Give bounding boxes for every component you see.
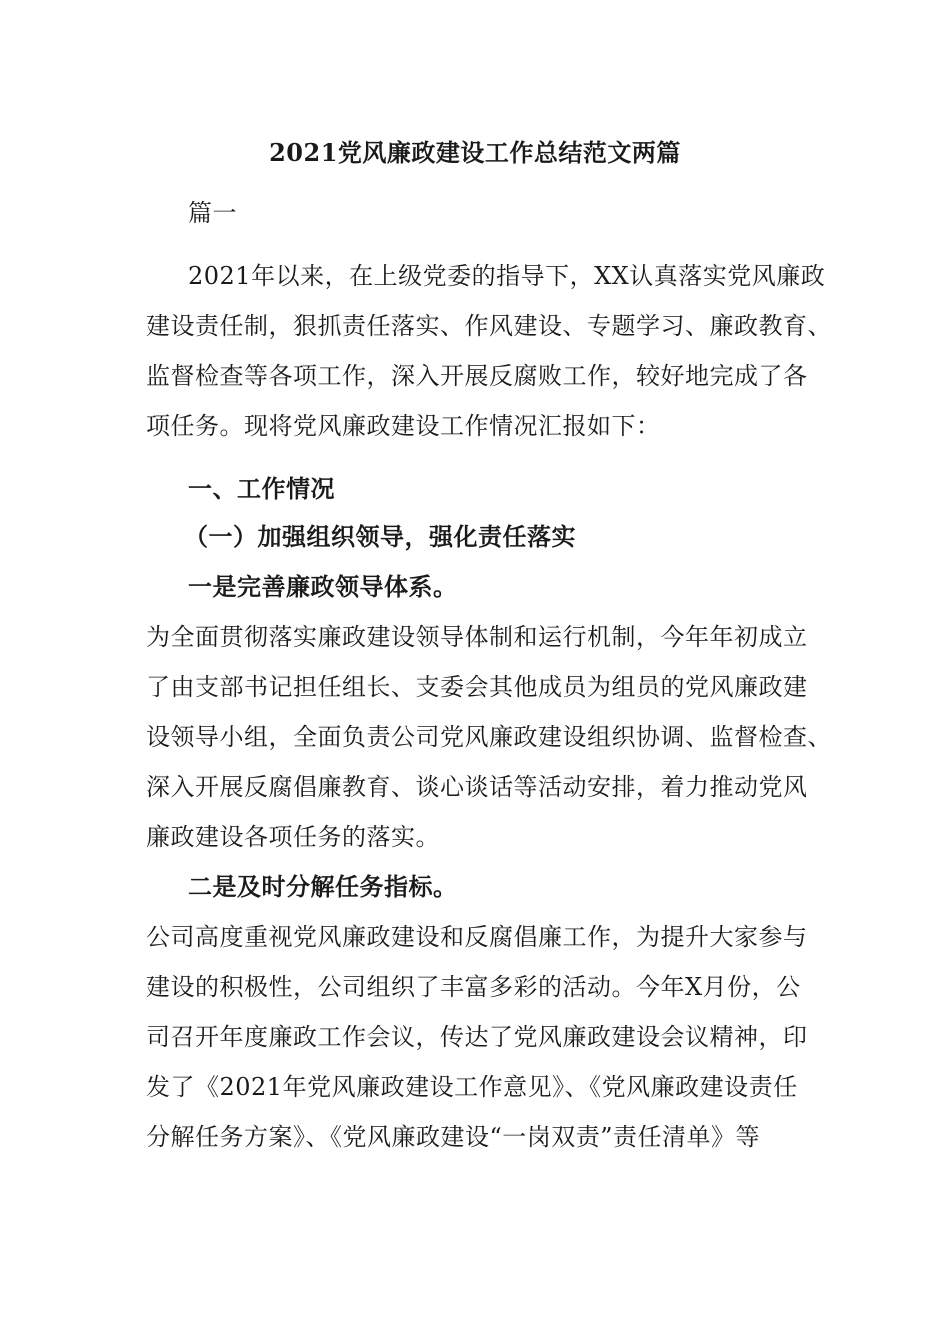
- point-2-line-4: 发了《2021年党风廉政建设工作意见》、《党风廉政建设责任: [146, 1073, 798, 1101]
- subheading-leadership: （一）加强组织领导，强化责任落实: [184, 522, 576, 551]
- intro-line-1: 2021年以来，在上级党委的指导下，XX认真落实党风廉政: [188, 262, 826, 290]
- intro-line-3: 监督检查等各项工作，深入开展反腐败工作，较好地完成了各: [146, 362, 808, 390]
- document-title: 2021党风廉政建设工作总结范文两篇: [269, 138, 681, 167]
- section-label: 篇一: [188, 199, 237, 227]
- point-1-line-4: 深入开展反腐倡廉教育、谈心谈话等活动安排，着力推动党风: [146, 773, 808, 801]
- point-2-line-1: 公司高度重视党风廉政建设和反腐倡廉工作，为提升大家参与: [146, 923, 808, 951]
- heading-work-status: 一、工作情况: [188, 474, 335, 503]
- point-2-title: 二是及时分解任务指标。: [188, 872, 458, 901]
- point-1-line-2: 了由支部书记担任组长、支委会其他成员为组员的党风廉政建: [146, 673, 808, 701]
- intro-line-4: 项任务。现将党风廉政建设工作情况汇报如下：: [146, 412, 661, 440]
- point-2-line-2: 建设的积极性，公司组织了丰富多彩的活动。今年X月份，公: [146, 973, 801, 1001]
- point-1-line-3: 设领导小组，全面负责公司党风廉政建设组织协调、监督检查、: [146, 723, 832, 751]
- point-2-line-5: 分解任务方案》、《党风廉政建设“一岗双责”责任清单》等: [146, 1123, 761, 1151]
- point-1-title: 一是完善廉政领导体系。: [188, 572, 458, 601]
- intro-line-2: 建设责任制，狠抓责任落实、作风建设、专题学习、廉政教育、: [146, 312, 832, 340]
- point-2-line-3: 司召开年度廉政工作会议，传达了党风廉政建设会议精神，印: [146, 1023, 808, 1051]
- point-1-line-1: 为全面贯彻落实廉政建设领导体制和运行机制，今年年初成立: [146, 623, 808, 651]
- point-1-line-5: 廉政建设各项任务的落实。: [146, 823, 440, 851]
